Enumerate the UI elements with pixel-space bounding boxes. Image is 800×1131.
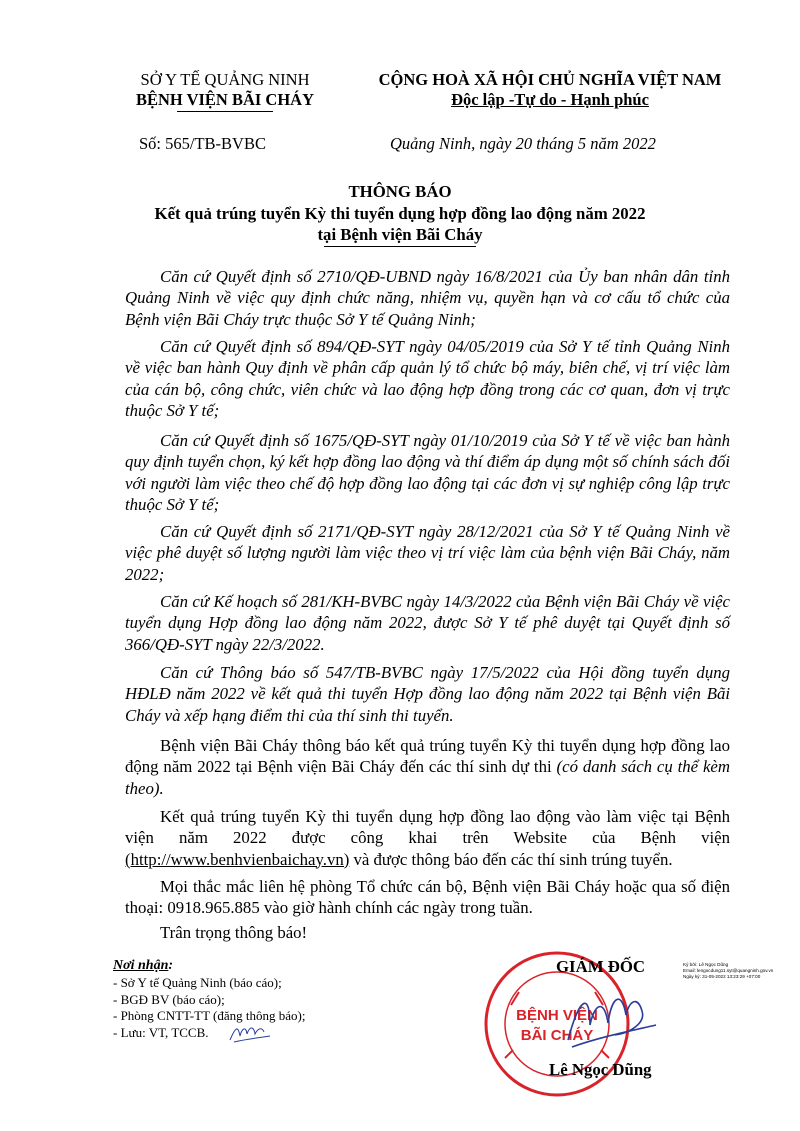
- nation-title: CỘNG HOÀ XÃ HỘI CHỦ NGHĨA VIỆT NAM: [378, 70, 722, 89]
- basis-5: Căn cứ Kế hoạch số 281/KH-BVBC ngày 14/3/2022 của Bệnh viện Bãi Cháy về việc tuyển dụng Hợp đồng lao động năm 2022, được Sở Y tế phê duyệt tại Quyết định số 366/QĐ-SYT ngày 22/3/2022.: [125, 592, 730, 654]
- title-block: [100, 181, 700, 247]
- org-name: BỆNH VIỆN BÃI CHÁY: [135, 90, 315, 109]
- basis-6: Căn cứ Thông báo số 547/TB-BVBC ngày 17/5/2022 của Hội đồng tuyển dụng HĐLĐ năm 2022 về kết quả thi tuyển Hợp đồng lao động năm 2022 tại Bệnh viện Bãi Cháy và xếp hạng điểm thi của thí sinh thi tuyển.: [125, 663, 730, 725]
- doc-number: Số: 565/TB-BVBC: [139, 134, 266, 153]
- recipients-block: Nơi nhận: - Sở Y tế Quảng Ninh (báo cáo); - BGĐ BV (báo cáo); - Phòng CNTT-TT (đăng thông báo); - Lưu: VT, TCCB.: [113, 957, 413, 1041]
- org-block: [110, 70, 340, 112]
- closing-line: Trân trọng thông báo!: [160, 923, 308, 942]
- title-main: THÔNG BÁO: [348, 182, 452, 201]
- basis-2: Căn cứ Quyết định số 894/QĐ-SYT ngày 04/05/2019 của Sở Y tế tỉnh Quảng Ninh về việc ban hành Quy định về phân cấp quản lý tổ chức bộ máy, biên chế, vị trí việc làm của cán bộ, công chức, viên chức và lao động hợp đồng trong các cơ quan, đơn vị trực thuộc Sở Y tế;: [125, 337, 730, 420]
- initials-signature-icon: [228, 1022, 272, 1044]
- body-paragraph-2-text: Kết quả trúng tuyển Kỳ thi tuyển dụng hợp đồng lao động vào làm việc tại Bệnh viện năm 2022 được công khai trên Website của Bệnh viện: [125, 807, 730, 848]
- digital-sign-line: Email: lengocdung11.syt@quangninh.gov.vn: [683, 968, 774, 973]
- place-date: Quảng Ninh, ngày 20 tháng 5 năm 2022: [390, 134, 656, 153]
- recipient-item: - Phòng CNTT-TT (đăng thông báo);: [113, 1008, 306, 1024]
- body-paragraph-2-tail: và được thông báo đến các thí sinh trúng tuyển.: [349, 849, 673, 869]
- basis-4: Căn cứ Quyết định số 2171/QĐ-SYT ngày 28/12/2021 của Sở Y tế Quảng Ninh về việc phê duyệt số lượng người làm việc theo vị trí việc làm của bệnh viện Bãi Cháy, năm 2022;: [125, 522, 730, 584]
- signer-name: Lê Ngọc Dũng: [549, 1060, 652, 1079]
- body-paragraph-2: [125, 806, 730, 870]
- website-link[interactable]: (http://www.benhvienbaichay.vn): [125, 849, 350, 869]
- seal-line-1: BỆNH VIỆN: [516, 1007, 598, 1024]
- recipient-item: - BGĐ BV (báo cáo);: [113, 991, 225, 1007]
- recipients-label: Nơi nhận: [113, 958, 169, 973]
- recipient-item: - Sở Y tế Quảng Ninh (báo cáo);: [113, 975, 282, 990]
- org-underline: [177, 111, 273, 112]
- title-line1: Kết quả trúng tuyển Kỳ thi tuyển dụng hợp đồng lao động năm 2022: [154, 203, 646, 223]
- title-underline: [324, 246, 476, 247]
- seal-line-2: BÃI CHÁY: [520, 1027, 594, 1044]
- basis-3: Căn cứ Quyết định số 1675/QĐ-SYT ngày 01/10/2019 của Sở Y tế về việc ban hành quy định tuyển chọn, ký kết hợp đồng lao động và thí điểm áp dụng một số chính sách đối với người làm việc theo chế độ hợp đồng lao động tại các đơn vị sự nghiệp công lập trực thuộc Sở Y tế;: [125, 431, 730, 514]
- body-paragraph-1-text: Bệnh viện Bãi Cháy thông báo kết quả trúng tuyển Kỳ thi tuyển dụng hợp đồng lao động năm 2022 tại Bệnh viện Bãi Cháy đến các thí sinh dự thi: [125, 736, 730, 777]
- recipient-item: - Lưu: VT, TCCB.: [113, 1024, 209, 1040]
- org-parent: SỞ Y TẾ QUẢNG NINH: [140, 70, 310, 89]
- title-line2: tại Bệnh viện Bãi Cháy: [317, 225, 483, 244]
- basis-1: Căn cứ Quyết định số 2710/QĐ-UBND ngày 16/8/2021 của Ủy ban nhân dân tỉnh Quảng Ninh về việc quy định chức năng, nhiệm vụ, quyền hạn và cơ cấu tổ chức của Bệnh viện Bãi Cháy trực thuộc Sở Y tế Quảng Ninh;: [125, 267, 730, 329]
- body-paragraph-3: Mọi thắc mắc liên hệ phòng Tổ chức cán bộ, Bệnh viện Bãi Cháy hoặc qua số điện thoại: 0918.965.885 vào giờ hành chính các ngày trong tuần.: [125, 877, 730, 918]
- digital-sign-line: Ký bởi: Lê Ngọc Dũng: [683, 962, 729, 967]
- body-paragraph-1: [125, 735, 730, 799]
- nation-block: [350, 70, 750, 110]
- attachment-note: (có danh sách cụ thể kèm theo).: [125, 757, 731, 798]
- digital-sign-line: Ngày ký: 31-05-2022 13:23:29 +07:00: [683, 974, 761, 979]
- signer-role: GIÁM ĐỐC: [556, 957, 646, 976]
- digital-signature-info: [683, 962, 798, 980]
- motto: Độc lập -Tự do - Hạnh phúc: [451, 90, 649, 109]
- handwritten-signature-icon: [560, 985, 660, 1055]
